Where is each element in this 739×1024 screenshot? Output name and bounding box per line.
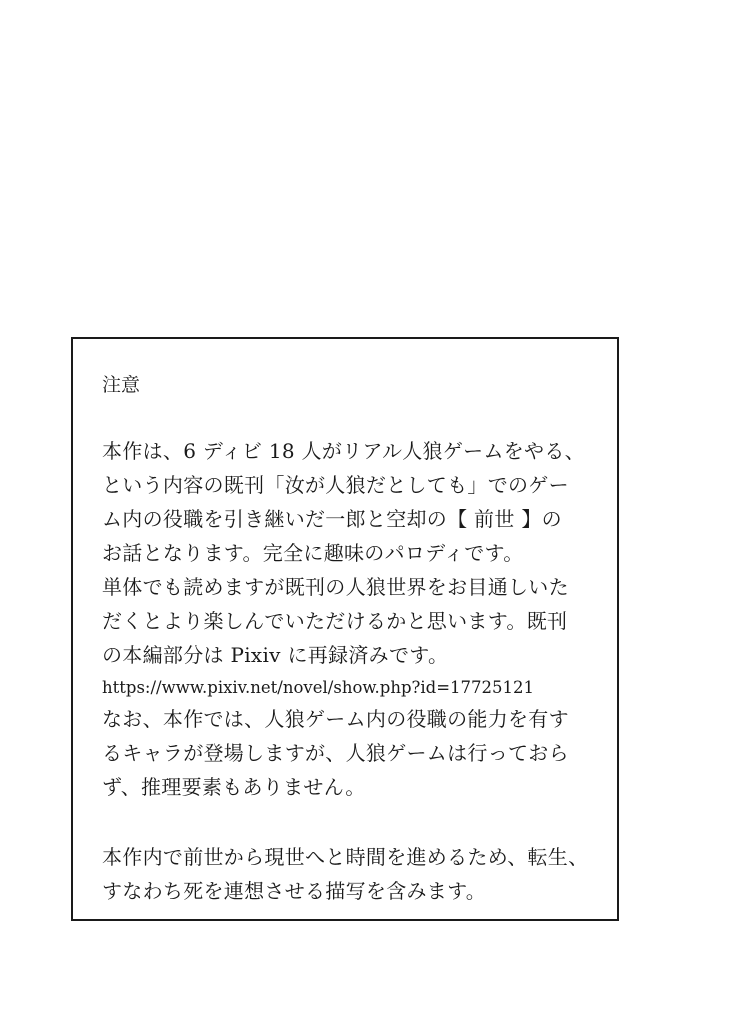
paragraph1-line-7: の本編部分は Pixiv に再録済みです。 [102,643,449,667]
paragraph2-line-3: ず、推理要素もありません。 [102,775,366,799]
paragraph1-line-3: ム内の役職を引き継いだ一郎と空却の【 前世 】の [102,507,562,531]
paragraph2-line-1: なお、本作では、人狼ゲーム内の役職の能力を有す [102,707,569,731]
paragraph3-line-1: 本作内で前世から現世へと時間を進めるため、転生、 [102,845,589,869]
paragraph1-line-2: という内容の既刊「汝が人狼だとしても」でのゲー [102,473,569,497]
paragraph2-line-2: るキャラが登場しますが、人狼ゲームは行っておら [102,741,569,765]
notice-box [71,337,619,921]
pixiv-url-link[interactable]: https://www.pixiv.net/novel/show.php?id=17725121 [102,678,535,697]
notice-title: 注意 [102,374,141,396]
paragraph3-line-2: すなわち死を連想させる描写を含みます。 [102,879,487,903]
paragraph1-line-4: お話となります。完全に趣味のパロディです。 [102,541,524,565]
paragraph1-line-5: 単体でも読めますが既刊の人狼世界をお目通しいた [102,575,569,599]
paragraph1-line-6: だくとより楽しんでいただけるかと思います。既刊 [102,609,568,633]
paragraph1-line-1: 本作は、6 ディビ 18 人がリアル人狼ゲームをやる、 [102,439,585,463]
